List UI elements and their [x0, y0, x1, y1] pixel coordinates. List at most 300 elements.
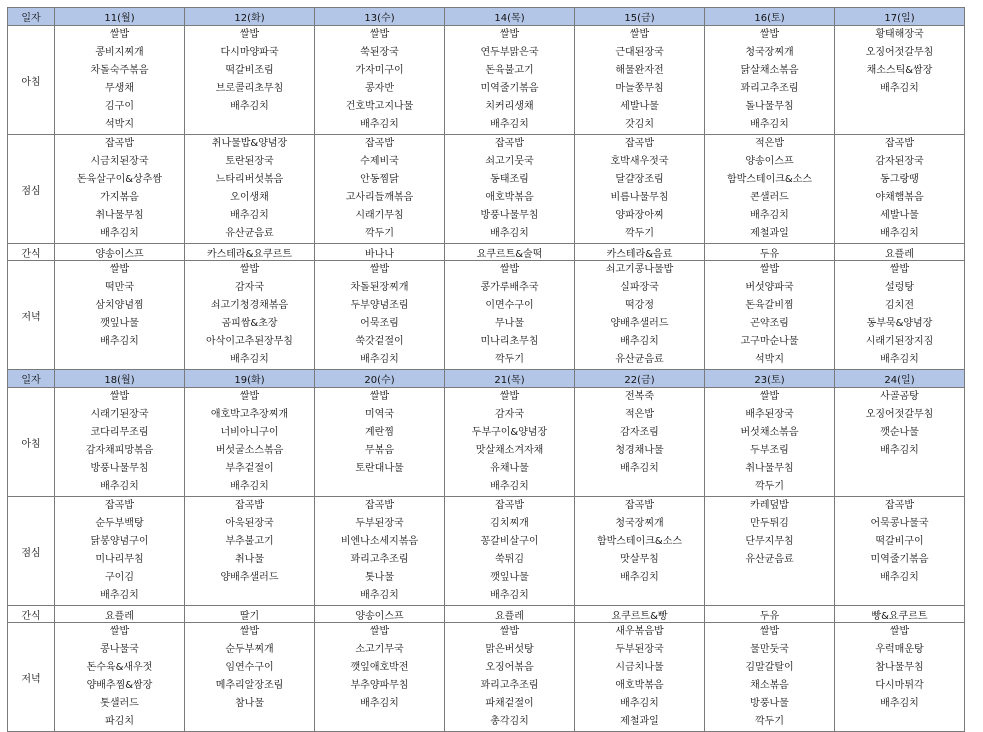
menu-item: 고사리들깨볶음 — [345, 192, 414, 203]
lunch-cell — [315, 135, 445, 244]
snack-cell: 요쿠르트&빵 — [575, 606, 705, 623]
menu-item: 설렁탕 — [885, 282, 914, 293]
menu-item: 쌀밥 — [889, 264, 910, 275]
menu-item: 콩비지찌개 — [95, 47, 144, 58]
menu-item: 잡곡밥 — [885, 138, 914, 149]
menu-item: 채소볶음 — [750, 680, 789, 691]
menu-item: 배추김치 — [100, 336, 139, 347]
lunch-cell — [705, 497, 835, 606]
dinner-cell — [575, 623, 705, 732]
snack-row — [8, 244, 965, 261]
snack-cell: 빵&요쿠르트 — [835, 606, 965, 623]
menu-item: 파채겉절이 — [485, 698, 534, 709]
menu-item: 배추김치 — [750, 119, 789, 130]
menu-item: 실파장국 — [620, 282, 659, 293]
menu-item: 우럭매운탕 — [875, 644, 924, 655]
menu-item: 잡곡밥 — [365, 138, 394, 149]
menu-item: 세발나물 — [880, 210, 919, 221]
menu-item: 꽁갈비살구이 — [480, 536, 539, 547]
menu-item: 차돌된장찌개 — [350, 282, 409, 293]
lunch-row — [8, 135, 965, 244]
menu-item: 잡곡밥 — [625, 500, 654, 511]
menu-item: 가지볶음 — [100, 192, 139, 203]
menu-item: 미나리무침 — [95, 554, 144, 565]
menu-item: 감자조림 — [620, 427, 659, 438]
snack-row — [8, 606, 965, 623]
menu-item: 잡곡밥 — [105, 138, 134, 149]
menu-item: 쌀밥 — [499, 626, 520, 637]
menu-item: 차돌숙주볶음 — [90, 65, 149, 76]
menu-item: 적은밥 — [625, 409, 654, 420]
menu-item: 참나물 — [235, 698, 264, 709]
menu-item: 배추김치 — [360, 590, 399, 601]
menu-item: 쑥된장국 — [360, 47, 399, 58]
menu-item: 쑥튀김 — [495, 554, 524, 565]
breakfast-cell — [315, 26, 445, 135]
menu-item: 쌀밥 — [759, 29, 780, 40]
menu-item: 미역줄기볶음 — [480, 83, 539, 94]
breakfast-cell — [55, 26, 185, 135]
menu-item: 배추김치 — [620, 336, 659, 347]
menu-item: 배추김치 — [100, 228, 139, 239]
menu-item: 잡곡밥 — [495, 500, 524, 511]
breakfast-cell — [705, 388, 835, 497]
menu-item: 쌀밥 — [109, 29, 130, 40]
menu-item: 함박스테이크&소스 — [596, 536, 683, 547]
breakfast-row — [8, 388, 965, 497]
meal-label: 간식 — [8, 244, 55, 261]
menu-item: 잡곡밥 — [235, 500, 264, 511]
menu-item: 꽈리고추조림 — [480, 680, 539, 691]
menu-item: 쌀밥 — [109, 264, 130, 275]
breakfast-cell — [185, 388, 315, 497]
menu-item: 쌀밥 — [499, 264, 520, 275]
menu-item: 곤약조림 — [750, 318, 789, 329]
menu-item: 가자미구이 — [355, 65, 404, 76]
snack-cell: 두유 — [705, 606, 835, 623]
menu-item: 배추김치 — [490, 481, 529, 492]
menu-item: 갓김치 — [625, 119, 654, 130]
snack-cell: 요쿠르트&술떡 — [445, 244, 575, 261]
menu-item: 꽈리고추조림 — [740, 83, 799, 94]
menu-item: 호박새우젓국 — [610, 156, 669, 167]
snack-cell: 딸기 — [185, 606, 315, 623]
menu-item: 맛살무침 — [620, 554, 659, 565]
lunch-cell — [445, 135, 575, 244]
menu-item: 코다리무조림 — [90, 427, 149, 438]
menu-item: 쌀밥 — [499, 391, 520, 402]
menu-item: 쌀밥 — [499, 29, 520, 40]
meal-label: 간식 — [8, 606, 55, 623]
snack-cell: 양송이스프 — [315, 606, 445, 623]
breakfast-cell — [835, 26, 965, 135]
menu-item: 배추김치 — [490, 228, 529, 239]
breakfast-cell — [185, 26, 315, 135]
menu-item: 배추김치 — [230, 210, 269, 221]
lunch-cell — [705, 135, 835, 244]
meal-label: 아침 — [8, 26, 55, 135]
menu-item: 느타리버섯볶음 — [215, 174, 284, 185]
menu-item: 닭봉양념구이 — [90, 536, 149, 547]
menu-item: 무볶음 — [365, 445, 394, 456]
menu-item: 카레덮밥 — [750, 500, 789, 511]
menu-item: 동부묵&양념장 — [866, 318, 933, 329]
menu-item: 애호박볶음 — [615, 680, 664, 691]
menu-item: 부추겉절이 — [225, 463, 274, 474]
menu-item: 잡곡밥 — [625, 138, 654, 149]
menu-item: 깍두기 — [625, 228, 654, 239]
menu-item: 톳샐러드 — [100, 698, 139, 709]
menu-item: 미역국 — [365, 409, 394, 420]
menu-item: 쌀밥 — [239, 29, 260, 40]
menu-item: 곰피쌈&초장 — [221, 318, 278, 329]
menu-item: 두부양념조림 — [350, 300, 409, 311]
menu-item: 안동찜닭 — [360, 174, 399, 185]
dinner-row — [8, 623, 965, 732]
menu-item: 배추김치 — [360, 698, 399, 709]
menu-item: 달걀장조림 — [615, 174, 664, 185]
menu-item: 돈수육&새우젓 — [86, 662, 153, 673]
menu-item: 황태해장국 — [875, 29, 924, 40]
breakfast-cell — [55, 388, 185, 497]
menu-item: 배추김치 — [490, 590, 529, 601]
menu-item: 배추김치 — [360, 354, 399, 365]
menu-item: 양송이스프 — [745, 156, 794, 167]
menu-item: 임연수구이 — [225, 662, 274, 673]
menu-item: 유채나물 — [490, 463, 529, 474]
menu-item: 만두튀김 — [750, 518, 789, 529]
lunch-cell — [55, 135, 185, 244]
dinner-cell — [575, 261, 705, 370]
menu-item: 깻잎나물 — [490, 572, 529, 583]
menu-item: 쇠고기콩나물밥 — [605, 264, 674, 275]
day-header-label: 일자 — [8, 370, 55, 388]
menu-item: 시래기된장지짐 — [865, 336, 934, 347]
meal-label: 저녁 — [8, 623, 55, 732]
snack-cell: 양송이스프 — [55, 244, 185, 261]
dinner-cell — [185, 623, 315, 732]
menu-item: 물만둣국 — [750, 644, 789, 655]
menu-item: 석박지 — [105, 119, 134, 130]
menu-item: 닭살채소볶음 — [740, 65, 799, 76]
day-header: 15(금) — [575, 8, 705, 26]
dinner-row — [8, 261, 965, 370]
menu-item: 김구이 — [105, 101, 134, 112]
menu-item: 무생채 — [105, 83, 134, 94]
menu-item: 쌀밥 — [109, 626, 130, 637]
menu-item: 배추김치 — [880, 445, 919, 456]
menu-item: 쌀밥 — [369, 29, 390, 40]
lunch-cell — [315, 497, 445, 606]
menu-item: 잡곡밥 — [495, 138, 524, 149]
dinner-cell — [55, 623, 185, 732]
menu-item: 쌀밥 — [239, 626, 260, 637]
menu-item: 어묵조림 — [360, 318, 399, 329]
menu-item: 동그랑땡 — [880, 174, 919, 185]
menu-item: 톳나물 — [365, 572, 394, 583]
dinner-cell — [705, 623, 835, 732]
menu-item: 무나물 — [495, 318, 524, 329]
breakfast-cell — [835, 388, 965, 497]
dinner-cell — [185, 261, 315, 370]
snack-cell: 바나나 — [315, 244, 445, 261]
menu-item: 깍두기 — [755, 481, 784, 492]
menu-item: 깍두기 — [365, 228, 394, 239]
lunch-cell — [575, 135, 705, 244]
menu-item: 배추김치 — [880, 228, 919, 239]
menu-item: 감자국 — [495, 409, 524, 420]
menu-item: 오징어볶음 — [485, 662, 534, 673]
menu-item: 양배추찜&쌈장 — [86, 680, 153, 691]
menu-item: 두부구이&양념장 — [471, 427, 548, 438]
menu-item: 제철과일 — [750, 228, 789, 239]
menu-item: 돌나물무침 — [745, 101, 794, 112]
menu-item: 제철과일 — [620, 716, 659, 727]
menu-item: 소고기무국 — [355, 644, 404, 655]
lunch-cell — [445, 497, 575, 606]
menu-item: 방풍나물 — [750, 698, 789, 709]
menu-item: 취나물밥&양념장 — [211, 138, 288, 149]
breakfast-cell — [705, 26, 835, 135]
menu-item: 김치전 — [885, 300, 914, 311]
snack-cell: 요플레 — [835, 244, 965, 261]
day-header: 16(토) — [705, 8, 835, 26]
menu-item: 버섯양파국 — [745, 282, 794, 293]
menu-item: 떡갈비구이 — [875, 536, 924, 547]
breakfast-cell — [575, 388, 705, 497]
menu-item: 적은밥 — [755, 138, 784, 149]
menu-item: 수제비국 — [360, 156, 399, 167]
day-header: 11(월) — [55, 8, 185, 26]
menu-item: 떡강정 — [625, 300, 654, 311]
menu-item: 배추김치 — [100, 590, 139, 601]
menu-item: 취나물 — [235, 554, 264, 565]
menu-item: 순두부찌개 — [225, 644, 274, 655]
menu-item: 배추김치 — [230, 354, 269, 365]
menu-item: 양배추샐러드 — [610, 318, 669, 329]
menu-item: 쌀밥 — [239, 264, 260, 275]
menu-item: 비엔나소세지볶음 — [340, 536, 419, 547]
menu-item: 김말갈탈이 — [745, 662, 794, 673]
menu-item: 토란된장국 — [225, 156, 274, 167]
day-header: 12(화) — [185, 8, 315, 26]
menu-item: 부추불고기 — [225, 536, 274, 547]
lunch-row — [8, 497, 965, 606]
meal-label: 아침 — [8, 388, 55, 497]
menu-item: 쌀밥 — [759, 391, 780, 402]
lunch-cell — [835, 497, 965, 606]
menu-item: 깍두기 — [495, 354, 524, 365]
menu-item: 떡만국 — [105, 282, 134, 293]
menu-item: 돈육불고기 — [485, 65, 534, 76]
week-header-row — [8, 370, 965, 388]
lunch-cell — [55, 497, 185, 606]
menu-item: 부추양파무침 — [350, 680, 409, 691]
menu-item: 깻잎애호박전 — [350, 662, 409, 673]
snack-cell: 요플레 — [445, 606, 575, 623]
menu-item: 양배추샐러드 — [220, 572, 279, 583]
menu-item: 건호박고지나물 — [345, 101, 414, 112]
breakfast-row — [8, 26, 965, 135]
menu-item: 구이김 — [105, 572, 134, 583]
menu-item: 배추김치 — [620, 698, 659, 709]
menu-item: 세발나물 — [620, 101, 659, 112]
menu-item: 청국장찌개 — [615, 518, 664, 529]
menu-item: 배추김치 — [230, 481, 269, 492]
menu-item: 브로콜리초무침 — [215, 83, 284, 94]
menu-item: 깻순나물 — [880, 427, 919, 438]
menu-item: 해물완자전 — [615, 65, 664, 76]
menu-item: 청국장찌개 — [745, 47, 794, 58]
menu-item: 채소스틱&쌈장 — [866, 65, 933, 76]
menu-item: 콩가루배추국 — [480, 282, 539, 293]
day-header: 18(월) — [55, 370, 185, 388]
meal-label: 점심 — [8, 135, 55, 244]
day-header: 14(목) — [445, 8, 575, 26]
menu-item: 쌀밥 — [369, 264, 390, 275]
menu-item: 잡곡밥 — [885, 500, 914, 511]
dinner-cell — [445, 623, 575, 732]
menu-item: 취나물무침 — [95, 210, 144, 221]
menu-item: 콩자반 — [365, 83, 394, 94]
day-header: 24(일) — [835, 370, 965, 388]
menu-item: 쌀밥 — [369, 391, 390, 402]
menu-item: 맛살채소겨자채 — [475, 445, 544, 456]
menu-item: 유산균음료 — [615, 354, 664, 365]
menu-item: 배추김치 — [750, 210, 789, 221]
menu-item: 두부조림 — [750, 445, 789, 456]
menu-item: 배추김치 — [880, 354, 919, 365]
dinner-cell — [315, 261, 445, 370]
dinner-cell — [315, 623, 445, 732]
menu-item: 유산균음료 — [225, 228, 274, 239]
menu-item: 쌀밥 — [109, 391, 130, 402]
menu-item: 두부된장국 — [615, 644, 664, 655]
menu-item: 계란찜 — [365, 427, 394, 438]
day-header-label: 일자 — [8, 8, 55, 26]
menu-item: 너비아니구이 — [220, 427, 279, 438]
menu-item: 쑥갓겉절이 — [355, 336, 404, 347]
menu-item: 방풍나물무침 — [90, 463, 149, 474]
week-header-row — [8, 8, 965, 26]
dinner-cell — [835, 261, 965, 370]
meal-label: 점심 — [8, 497, 55, 606]
day-header: 13(수) — [315, 8, 445, 26]
menu-item: 토란대나물 — [355, 463, 404, 474]
menu-item: 잡곡밥 — [365, 500, 394, 511]
menu-item: 배추김치 — [880, 698, 919, 709]
dinner-cell — [835, 623, 965, 732]
lunch-cell — [185, 135, 315, 244]
meal-plan-table — [7, 7, 965, 732]
menu-item: 다시마양파국 — [220, 47, 279, 58]
menu-item: 버섯굴소스볶음 — [215, 445, 284, 456]
menu-item: 배추된장국 — [745, 409, 794, 420]
menu-item: 두부된장국 — [355, 518, 404, 529]
menu-item: 취나물무침 — [745, 463, 794, 474]
menu-item: 어묵콩나물국 — [870, 518, 929, 529]
menu-item: 마늘쫑무침 — [615, 83, 664, 94]
breakfast-cell — [575, 26, 705, 135]
menu-item: 시금치나물 — [615, 662, 664, 673]
lunch-cell — [575, 497, 705, 606]
menu-item: 쇠고기청경채볶음 — [210, 300, 289, 311]
menu-item: 동태조림 — [490, 174, 529, 185]
menu-item: 배추김치 — [880, 572, 919, 583]
day-header: 21(목) — [445, 370, 575, 388]
menu-item: 배추김치 — [230, 101, 269, 112]
menu-item: 전복죽 — [625, 391, 654, 402]
menu-item: 아삭이고추된장무침 — [206, 336, 293, 347]
meal-label: 저녁 — [8, 261, 55, 370]
menu-item: 감자된장국 — [875, 156, 924, 167]
menu-item: 쇠고기뭇국 — [485, 156, 534, 167]
breakfast-cell — [315, 388, 445, 497]
menu-item: 깻잎나물 — [100, 318, 139, 329]
menu-item: 시래기무침 — [355, 210, 404, 221]
menu-item: 버섯채소볶음 — [740, 427, 799, 438]
menu-item: 콘샐러드 — [750, 192, 789, 203]
menu-item: 야채햄볶음 — [875, 192, 924, 203]
menu-item: 사골곰탕 — [880, 391, 919, 402]
breakfast-cell — [445, 26, 575, 135]
day-header: 22(금) — [575, 370, 705, 388]
menu-item: 치커리생채 — [485, 101, 534, 112]
menu-item: 돈육살구이&상추쌈 — [76, 174, 163, 185]
day-header: 17(일) — [835, 8, 965, 26]
menu-item: 쌀밥 — [239, 391, 260, 402]
menu-item: 꽈리고추조림 — [350, 554, 409, 565]
menu-item: 애호박고추장찌개 — [210, 409, 289, 420]
day-header: 23(토) — [705, 370, 835, 388]
menu-item: 잡곡밥 — [105, 500, 134, 511]
menu-item: 참나물무침 — [875, 662, 924, 673]
menu-item: 아욱된장국 — [225, 518, 274, 529]
menu-item: 연두부맑은국 — [480, 47, 539, 58]
menu-item: 쌀밥 — [759, 626, 780, 637]
snack-cell: 카스테라&음료 — [575, 244, 705, 261]
menu-item: 시래기된장국 — [90, 409, 149, 420]
menu-item: 쌀밥 — [889, 626, 910, 637]
menu-item: 배추김치 — [880, 83, 919, 94]
menu-item: 석박지 — [755, 354, 784, 365]
menu-item: 배추김치 — [620, 572, 659, 583]
breakfast-cell — [445, 388, 575, 497]
menu-item: 미나리초무침 — [480, 336, 539, 347]
menu-item: 총각김치 — [490, 716, 529, 727]
menu-item: 유산균음료 — [745, 554, 794, 565]
menu-item: 콩나물국 — [100, 644, 139, 655]
menu-item: 오징어젓갈무침 — [865, 409, 934, 420]
menu-item: 다시마튀각 — [875, 680, 924, 691]
menu-item: 배추김치 — [490, 119, 529, 130]
menu-item: 함박스테이크&소스 — [726, 174, 813, 185]
day-header: 19(화) — [185, 370, 315, 388]
menu-item: 김치찌개 — [490, 518, 529, 529]
menu-item: 떡갈비조림 — [225, 65, 274, 76]
menu-item: 쌀밥 — [759, 264, 780, 275]
menu-item: 비름나물무침 — [610, 192, 669, 203]
menu-item: 고구마순나물 — [740, 336, 799, 347]
menu-item: 이면수구이 — [485, 300, 534, 311]
menu-item: 단무지무침 — [745, 536, 794, 547]
menu-item: 메추리알장조림 — [215, 680, 284, 691]
menu-item: 방풍나물무침 — [480, 210, 539, 221]
menu-item: 파김치 — [105, 716, 134, 727]
day-header: 20(수) — [315, 370, 445, 388]
menu-item: 돈육갈비찜 — [745, 300, 794, 311]
menu-item: 배추김치 — [620, 463, 659, 474]
